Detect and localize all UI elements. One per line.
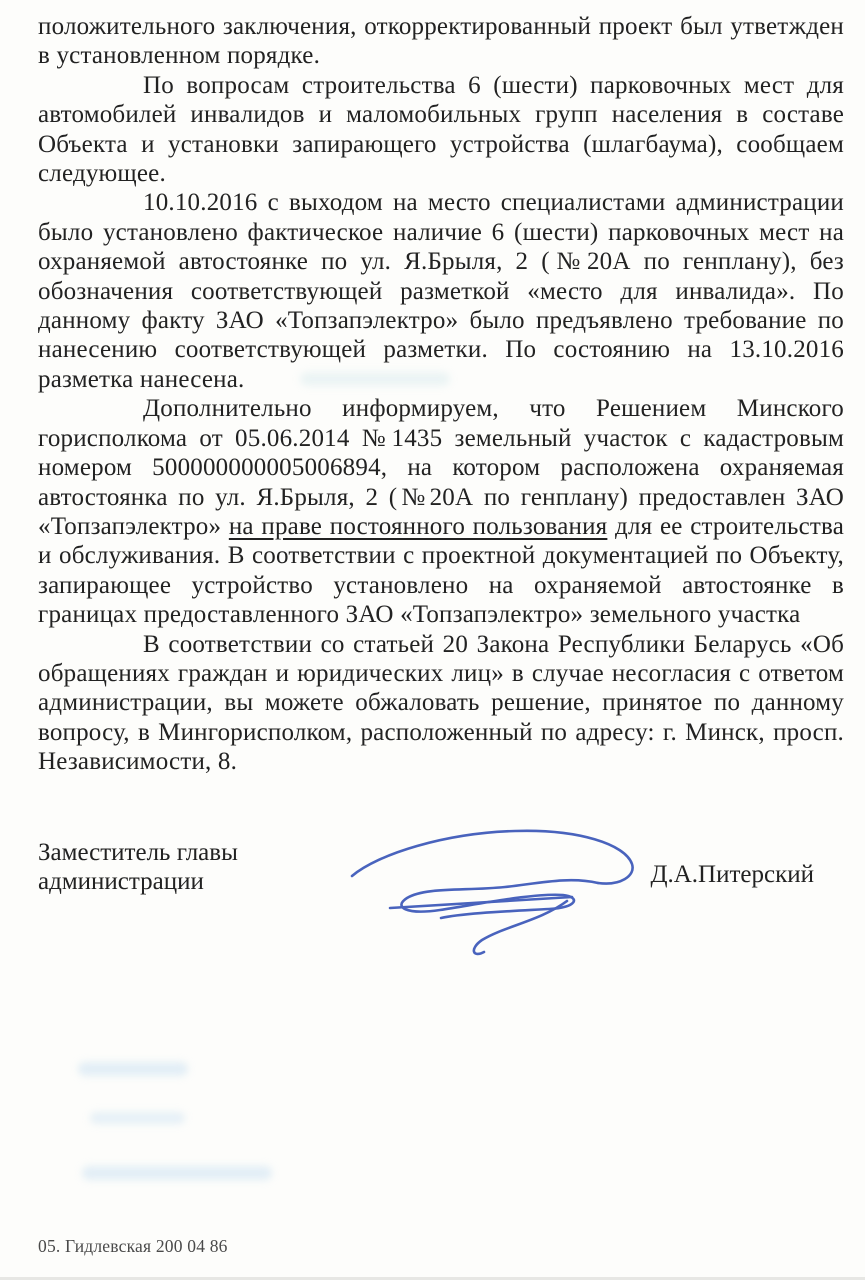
document-text xyxy=(38,12,844,777)
paragraph: По вопросам строительства 6 (шести) парковочных мест для автомобилей инвалидов и маломобильных групп населения в составе Объекта и установки запирающего устройства (шлагбаума), сообщаем следующее. xyxy=(38,71,844,188)
scan-bleed-artifact xyxy=(90,1112,185,1124)
signoff-block xyxy=(38,838,844,998)
executor-note: 05. Гидлевская 200 04 86 xyxy=(38,1236,228,1256)
signer-title-line1: Заместитель главы xyxy=(38,839,238,866)
paragraph-segment: для ее строительства и обслуживания. В соответствии с проектной документацией по Объекту, запирающее устройство установлено на охраняемой автостоянке в границах предоставленного ЗАО «Топзапэлектро» земельного участка xyxy=(38,512,844,629)
paragraph: В соответствии со статьей 20 Закона Республики Беларусь «Об обращениях граждан и юридических лиц» в случае несогласия с ответом администрации, вы можете обжаловать решение, принятое по данному вопросу, в Мингорисполком, расположенный по адресу: г. Минск, просп. Независимости, 8. xyxy=(38,630,844,776)
signer-name: Д.А.Питерский xyxy=(650,861,814,888)
signer-title-line2: администрации xyxy=(38,868,204,896)
paragraph: 10.10.2016 с выходом на место специалистами администрации было установлено фактическое наличие 6 (шести) парковочных мест на охраняемой автостоянке по ул. Я.Брыля, 2 (№20А по генплану), без обозначения соответствующей разметкой «место для инвалида». По данному факту ЗАО «Топзапэлектро» было предъявлено требование по нанесению соответствующей разметки. По состоянию на 13.10.2016 разметка нанесена. xyxy=(38,189,844,393)
scan-bleed-artifact xyxy=(78,1062,188,1076)
paragraph xyxy=(38,394,844,629)
paragraph: положительного заключения, откорректированный проект был утветжден в установленном порядке. xyxy=(38,13,844,70)
handwritten-signature xyxy=(330,824,660,989)
underlined-phrase: на праве постоянного пользования xyxy=(228,512,608,540)
paragraph-segment: Дополнительно информируем, что Решением Минского горисполкома от 05.06.2014 №1435 земельный участок с кадастровым номером 500000000005006894, на котором расположена охраняемая автостоянка по ул. Я.Брыля, 2 (№20А по генплану) предоставлен ЗАО «Топзапэлектро» xyxy=(38,395,844,540)
signer-title xyxy=(38,838,238,897)
scan-bleed-artifact xyxy=(82,1166,272,1180)
